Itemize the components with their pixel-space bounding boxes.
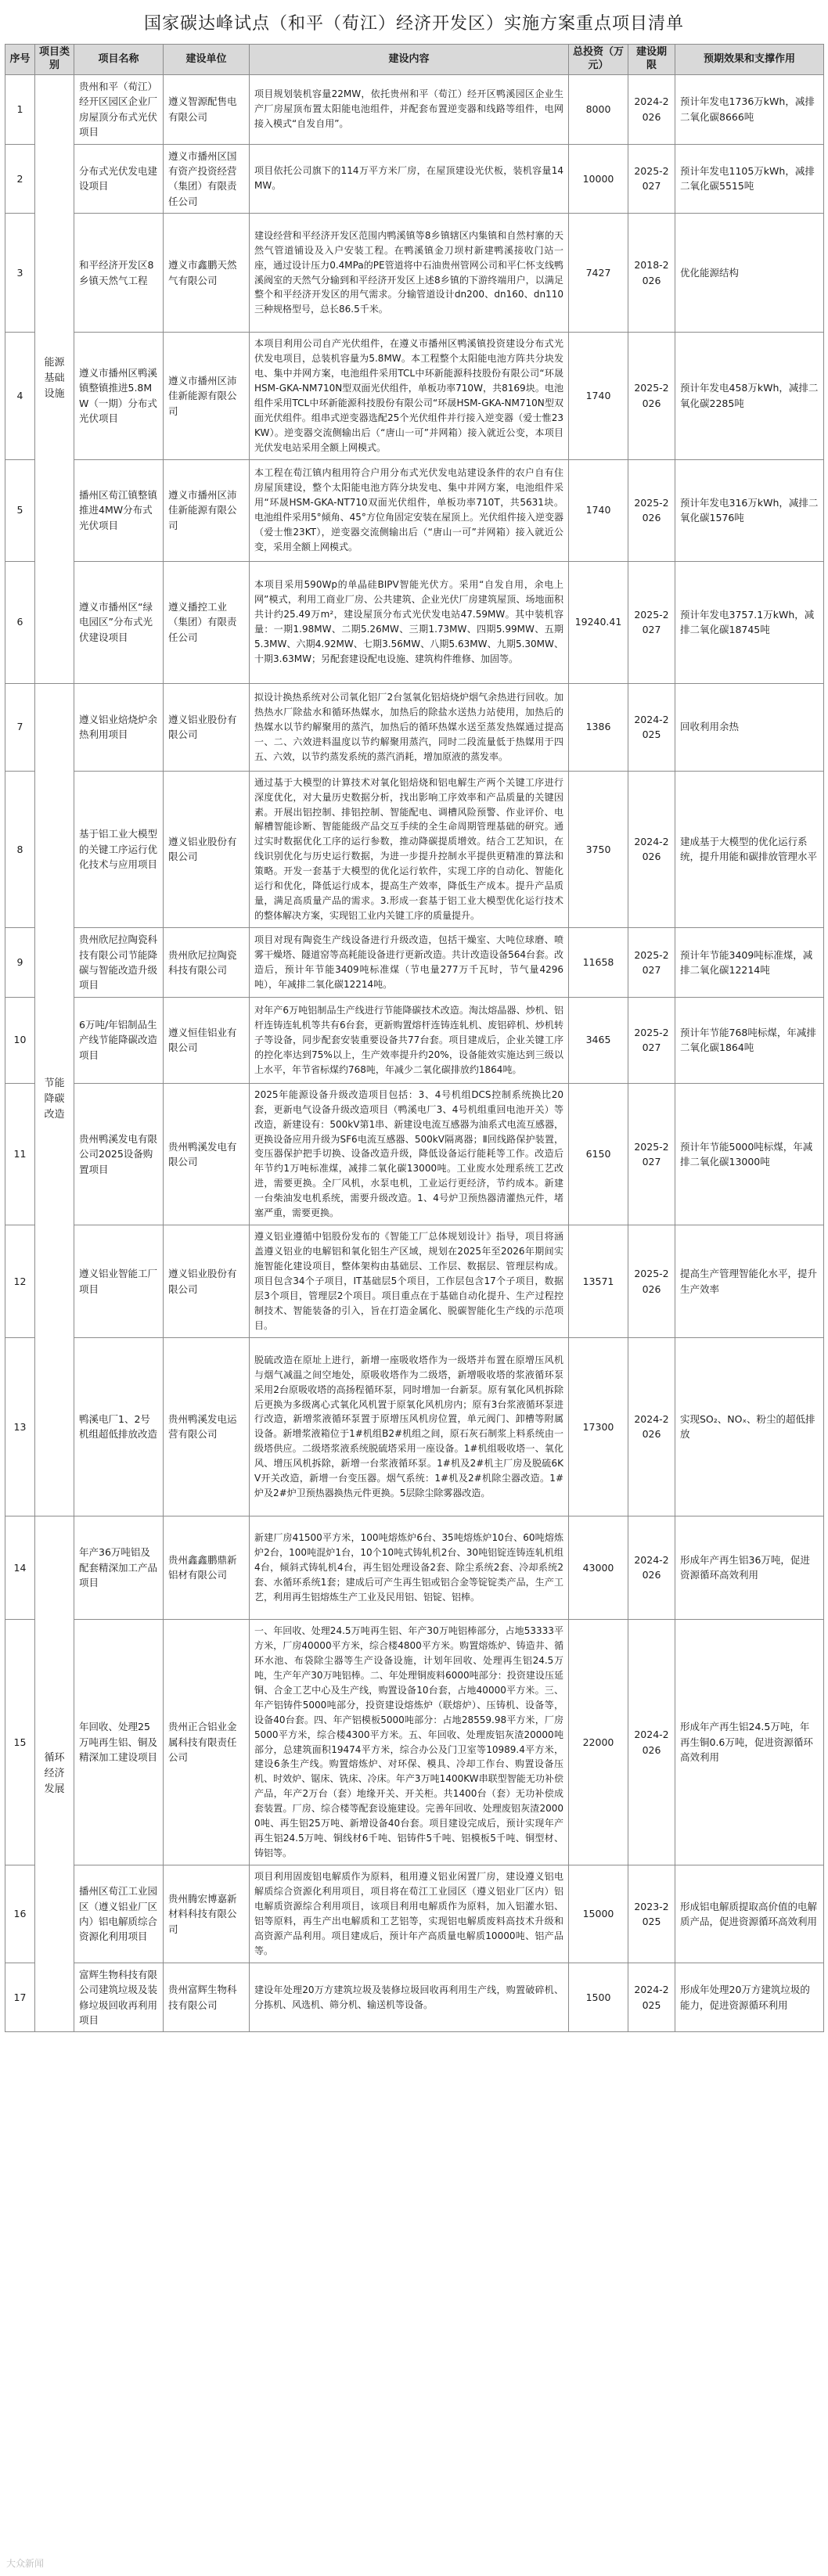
cell-unit: 遵义市播州区沛佳新能源有限公司 bbox=[164, 459, 250, 561]
cell-content: 本项目利用公司自产光伏组件，在遵义市播州区鸭溪镇投资建设分布式光伏发电项目，总装机容量为5.8MW。本工程整个太阳能电池方阵共分块发电、集中并网方案，电池组件采用TCL中环新能源科技股份有限公司“环晟HSM-GKA-NM710N型双面光伏组件，单板功率710W，共8169块。电池组件采用TCL中环新能源科技股份有限公司“环晟HSM-GKA-NM710N型双面光伏组件。组串式逆变器选配25个光伏组件并行接入逆变器（爱士惟23KW）。逆变器交流侧输出后（“唐山一可”并网箱）接入就近公变，本项目光伏发电站采用全额上网模式。 bbox=[250, 333, 569, 460]
cell-period: 2024-2025 bbox=[628, 683, 675, 771]
cell-content: 一、年回收、处理24.5万吨再生铝、年产30万吨铝棒部分，占地53333平方米，厂房40000平方米，综合楼4800平方米。购置熔炼炉、铸造井、循环水池、布袋除尘器等生产设备设施，计划年回收、处理再生铝24.5万吨，生产年产30万吨铝棒。二、年处理铜废料6000吨部分：投资建设压延铜、合金工艺中心及生产线，购置设备10台套，占地40000平方米。三、年产铝铸件5000吨部分，投资建设熔炼炉（联熔炉）、压铸机、设备等，设备40台套。四、年产铝模板5000吨部分：占地28559.98平方米，厂房5000平方米，综合楼4300平方米。五、年回收、处理废铝灰渣20000吨部分，总建筑面积19474平方米，综合办公及门卫室等10989.4平方米，建设6条生产线。购置熔炼炉、对环保、模具、冷却工作台、购置设备压机、时效炉、锯床、铣床、冷床。年产3万吨1400KW串联型智能无功补偿产品，年产2万台（套）地缘开关、开关柜。共1400台（套）无功补偿成套装置。厂房、综合楼等配套设施建设。完善年回收、处理废铝灰渣20000吨、再生铝25万吨、新增设备40台套。项目建设完成后，预计实现年产再生铝24.5万吨、铜线材6千吨、铝铸件5千吨、铝模板5千吨、铜型材、铸铝等。 bbox=[250, 1619, 569, 1865]
cell-unit: 遵义铝业股份有限公司 bbox=[164, 1225, 250, 1338]
cell-unit: 贵州鸭溪发电有限公司 bbox=[164, 1083, 250, 1225]
header-name: 项目名称 bbox=[74, 45, 164, 75]
cell-category: 循环经济发展 bbox=[35, 1516, 74, 2031]
cell-name: 播州区荀江镇整镇推进4MW分布式光伏项目 bbox=[74, 459, 164, 561]
cell-period: 2024-2025 bbox=[628, 1963, 675, 2032]
cell-name: 基于铝工业大模型的关键工序运行优化技术与应用项目 bbox=[74, 771, 164, 928]
cell-seq: 5 bbox=[5, 459, 35, 561]
cell-investment: 43000 bbox=[569, 1516, 628, 1619]
cell-period: 2018-2026 bbox=[628, 214, 675, 333]
header-category: 项目类别 bbox=[35, 45, 74, 75]
cell-content: 遵义铝业遵循中铝股份发布的《智能工厂总体规划设计》指导，项目将涵盖遵义铝业的电解铝和氧化铝生产区域，规划在2025年至2026年期间实施智能化建设项目，整体架构由基础层、工作层、数据层、管理层构成。项目包含34个子项目，IT基础层5个项目，工作层包含17个子项目，数据层3个项目，管理层2个项目。项目重点在于基础自动化提升、生产过程控制技术、智能装备的引入，旨在打造金属化、脱碳智能化生产线的示范项目。 bbox=[250, 1225, 569, 1338]
cell-content: 2025年能源设备升级改造项目包括：3、4号机组DCS控制系统换比20套，更新电气设备升级改造项目（鸭溪电厂3、4号机组重回电池开关）等改造，新建设有：500kV第1串、新建设电流互感器为油系式电流互感器，更换设备应用升级为SF6电流互感器、500kV隔离器；Ⅱ回线路保护装置，变压器保护把手切换、设备改造升级，降低设备运行能耗等工作。改造后年节约1万吨标准煤，减排二氧化碳13000吨。工业废水处理系统工艺改进，需要更换。全厂风机，水泵电机，工业运行更经济，节约成本。新建一台柴油发电机系统，需要升级改造。1、4号炉卫预热器清灌热元件，堵塞严重，需要更换。 bbox=[250, 1083, 569, 1225]
cell-period: 2025-2027 bbox=[628, 561, 675, 683]
cell-benefit: 回收利用余热 bbox=[675, 683, 824, 771]
table-row bbox=[5, 561, 824, 683]
cell-benefit: 提高生产管理智能化水平，提升生产效率 bbox=[675, 1225, 824, 1338]
cell-seq: 4 bbox=[5, 333, 35, 460]
table-row bbox=[5, 1337, 824, 1516]
cell-benefit: 形成年处理20万方建筑垃圾的能力，促进资源循环利用 bbox=[675, 1963, 824, 2032]
cell-unit: 贵州腾宏博嘉新材料科技有限公司 bbox=[164, 1865, 250, 1963]
cell-benefit: 建成基于大模型的优化运行系统，提升用能和碳排放管理水平 bbox=[675, 771, 824, 928]
cell-unit: 遵义播控工业（集团）有限责任公司 bbox=[164, 561, 250, 683]
cell-content: 建设经营和平经济开发区范围内鸭溪镇等8乡镇辖区内集镇和自然村寨的天然气管道铺设及入户安装工程。在鸭溪镇金刀坝村新建鸭溪接收门站一座，通过设计压力0.4MPa的PE管道将中石油贵州管网公司和平仁怀支线鸭溪阀室的天然气分输到和平经济开发区上述8乡镇的下游终端用户，以满足整个和平经济开发区的用气需求。分输管道设计dn200、dn160、dn110三种规格型号，总长86.5千米。 bbox=[250, 214, 569, 333]
cell-benefit: 形成年产再生铝24.5万吨，年再生铜0.6万吨，促进资源循环高效利用 bbox=[675, 1619, 824, 1865]
table-row bbox=[5, 144, 824, 214]
header-investment: 总投资（万元） bbox=[569, 45, 628, 75]
cell-name: 富辉生物科技有限公司建筑垃圾及装修垃圾回收再利用项目 bbox=[74, 1963, 164, 2032]
cell-benefit: 预计年节能3409吨标准煤，减排二氧化碳12214吨 bbox=[675, 928, 824, 998]
cell-content: 项目规划装机容量22MW，依托贵州和平（荀江）经开区鸭溪园区企业生产厂房屋顶布置太阳能电池组件，并配套布置逆变器和线路等组件，电网接入模式“自发自用”。 bbox=[250, 75, 569, 145]
cell-name: 鸭溪电厂1、2号机组超低排放改造 bbox=[74, 1337, 164, 1516]
table-row bbox=[5, 771, 824, 928]
cell-investment: 8000 bbox=[569, 75, 628, 145]
cell-name: 遵义铝业焙烧炉余热利用项目 bbox=[74, 683, 164, 771]
header-benefit: 预期效果和支撑作用 bbox=[675, 45, 824, 75]
cell-period: 2025-2027 bbox=[628, 928, 675, 998]
cell-benefit: 形成年产再生铝36万吨，促进资源循环高效利用 bbox=[675, 1516, 824, 1619]
cell-benefit: 形成铝电解质提取高价值的电解质产品，促进资源循环高效利用 bbox=[675, 1865, 824, 1963]
cell-seq: 12 bbox=[5, 1225, 35, 1338]
table-row bbox=[5, 997, 824, 1083]
cell-content: 本工程在荀江镇内租用符合户用分布式光伏发电站建设条件的农户自有住房屋顶建设，整个太阳能电池方阵分块发电、集中并网方案，电池组件采用“环晟HSM-GKA-NT710双面光伏组件，单板功率710T，共5631块。电池组件采用5°倾角、45°方位角固定安装在屋顶上。光伏组件接入逆变器（爱士惟23KT），逆变器交流侧输出后（“唐山一可”并网箱）接入就近公变，采用全额上网模式。 bbox=[250, 459, 569, 561]
cell-benefit: 预计年发电3757.1万kWh，减排二氧化碳18745吨 bbox=[675, 561, 824, 683]
cell-investment: 11658 bbox=[569, 928, 628, 998]
table-row bbox=[5, 1516, 824, 1619]
cell-investment: 1740 bbox=[569, 459, 628, 561]
cell-content: 通过基于大模型的计算技术对氧化铝焙烧和铝电解生产两个关键工序进行深度优化，对大量历史数据分析，找出影响工序效率和产品质量的关键因素。开展出铝控制、排铝控制、智能配电、调槽风险预警、作业评价、电解槽智能诊断、智能能级产品交互手续的全生命周期管理基础的研究。通过实时数据优化工序的运行参数，推动降碳提质增效。结合工艺知识，在线识别优化与历史运行数据，为进一步提升控制水平提供更精准的算法和策略。开发一套基于大模型的优化运行软件，实现工序的自动化、智能化运行和优化，降低运行成本，提高生产效率，降低生产成本。提升产品质量，满足高质量产品的需求。3.形成一套基于铝工业大模型优化运行技术的整体解决方案，实现铝工业内关键工序的质量提升。 bbox=[250, 771, 569, 928]
cell-seq: 16 bbox=[5, 1865, 35, 1963]
cell-seq: 7 bbox=[5, 683, 35, 771]
cell-name: 和平经济开发区8乡镇天然气工程 bbox=[74, 214, 164, 333]
cell-unit: 遵义铝业股份有限公司 bbox=[164, 683, 250, 771]
cell-unit: 遵义铝业股份有限公司 bbox=[164, 771, 250, 928]
cell-investment: 15000 bbox=[569, 1865, 628, 1963]
cell-name: 年回收、处理25万吨再生铝、铜及精深加工建设项目 bbox=[74, 1619, 164, 1865]
cell-benefit: 预计年发电1736万kWh，减排二氧化碳8666吨 bbox=[675, 75, 824, 145]
table-row bbox=[5, 1963, 824, 2032]
cell-unit: 贵州鸭溪发电运营有限公司 bbox=[164, 1337, 250, 1516]
cell-content: 拟设计换热系统对公司氧化铝厂2台氢氧化铝焙烧炉烟气余热进行回收。加热热水厂除盐水和循环热媒水，加热后的除盐水送热力站使用，加热后的热媒水以节约解聚用的蒸汽，加热后的循环热媒水送至蒸发热媒通过提高一、二、六效进料温度以节约解聚用蒸汽，同时二段流量低于热媒用于四五、六效，以节约蒸发系统的蒸汽消耗，增加原液的蒸发率。 bbox=[250, 683, 569, 771]
cell-seq: 17 bbox=[5, 1963, 35, 2032]
header-seq: 序号 bbox=[5, 45, 35, 75]
cell-investment: 1386 bbox=[569, 683, 628, 771]
table-row bbox=[5, 1083, 824, 1225]
cell-period: 2025-2026 bbox=[628, 459, 675, 561]
cell-name: 遵义铝业智能工厂项目 bbox=[74, 1225, 164, 1338]
table-row bbox=[5, 1225, 824, 1338]
cell-name: 分布式光伏发电建设项目 bbox=[74, 144, 164, 214]
header-content: 建设内容 bbox=[250, 45, 569, 75]
cell-investment: 1500 bbox=[569, 1963, 628, 2032]
cell-period: 2025-2027 bbox=[628, 144, 675, 214]
cell-name: 遵义市播州区鸭溪镇整镇推进5.8MW（一期）分布式光伏项目 bbox=[74, 333, 164, 460]
cell-content: 对年产6万吨铝制品生产线进行节能降碳技术改造。淘汰熔晶器、炒机、铝杆连铸连轧机等共有6台套，更新购置熔杆连铸连轧机、废铝碎机、炒机转子等设备，同步配套安装重要设备共77台套。项目建成后，企业关键工序的控化率达到75%以上，生产效率提升约20%，设备能效实施达到三级以上水平，年节省标煤约768吨，年减少二氧化碳排放约1864吨。 bbox=[250, 997, 569, 1083]
cell-period: 2024-2026 bbox=[628, 75, 675, 145]
cell-investment: 7427 bbox=[569, 214, 628, 333]
cell-unit: 遵义智源配售电有限公司 bbox=[164, 75, 250, 145]
cell-content: 项目利用固废铝电解质作为原料，租用遵义铝业闲置厂房，建设遵义铝电解质综合资源化利用项目，项目将在荀江工业园区（遵义铝业厂区内）铝电解质资源综合利用项目，该项目利用电解质作为原料，加入铝灌水铝、铝等原料，再生产出电解质和工艺铝等，实现铝电解质废料高技术升级和高资源产品利用。项目建成后，预计年产高质量电解质10000吨、铝产品等。 bbox=[250, 1865, 569, 1963]
cell-seq: 13 bbox=[5, 1337, 35, 1516]
table-row bbox=[5, 459, 824, 561]
cell-name: 遵义市播州区“绿电园区”分布式光伏建设项目 bbox=[74, 561, 164, 683]
watermark: 大众新闻 bbox=[6, 2558, 45, 2569]
cell-benefit: 预计年节能5000吨标煤，年减排二氧化碳13000吨 bbox=[675, 1083, 824, 1225]
cell-category: 能源基础设施 bbox=[35, 75, 74, 684]
cell-benefit: 预计年节能768吨标煤，年减排二氧化碳1864吨 bbox=[675, 997, 824, 1083]
cell-investment: 10000 bbox=[569, 144, 628, 214]
cell-investment: 3750 bbox=[569, 771, 628, 928]
table-row bbox=[5, 75, 824, 145]
table-row bbox=[5, 928, 824, 998]
cell-content: 项目依托公司旗下的114万平方米厂房，在屋顶建设光伏板，装机容量14MW。 bbox=[250, 144, 569, 214]
cell-content: 本项目采用590Wp的单晶硅BIPV智能光伏方。采用“自发自用，余电上网”模式，利用工商业厂房、公共建筑、企业光伏厂房建筑屋顶、场地面积共计约25.49万m²，建设屋顶分布式光伏发电站47.59MW。其中装机容量：一期1.98MW、二期5.26MW、三期1.73MW、四期5.99MW、五期5.3MW、六期4.92MW、七期3.56MW、八期5.63MW、九期5.30MW、十期3.63MW；另配套建设配电设施、建筑构件维修、加固等。 bbox=[250, 561, 569, 683]
cell-period: 2025-2027 bbox=[628, 997, 675, 1083]
cell-seq: 3 bbox=[5, 214, 35, 333]
cell-seq: 11 bbox=[5, 1083, 35, 1225]
cell-benefit: 优化能源结构 bbox=[675, 214, 824, 333]
cell-content: 建设年处理20万方建筑垃圾及装修垃圾回收再利用生产线，购置破碎机、分拣机、风选机、筛分机、输送机等设备。 bbox=[250, 1963, 569, 2032]
cell-content: 项目对现有陶瓷生产线设备进行升级改造，包括干燥室、大吨位球磨、喷雾干燥塔、隧道窑等高耗能设备进行更新改造。共计改造设备564台套。改造后，预计年节能3409吨标准煤（节电量277万千瓦时，节气量4296吨），年减排二氧化碳12214吨。 bbox=[250, 928, 569, 998]
page-title: 国家碳达峰试点（和平（荀江）经济开发区）实施方案重点项目清单 bbox=[143, 13, 684, 34]
table-row bbox=[5, 214, 824, 333]
cell-seq: 15 bbox=[5, 1619, 35, 1865]
cell-investment: 19240.41 bbox=[569, 561, 628, 683]
cell-period: 2024-2026 bbox=[628, 1619, 675, 1865]
cell-investment: 6150 bbox=[569, 1083, 628, 1225]
cell-name: 贵州鸭溪发电有限公司2025设备购置项目 bbox=[74, 1083, 164, 1225]
cell-seq: 8 bbox=[5, 771, 35, 928]
cell-name: 贵州和平（荀江）经开区园区企业厂房屋顶分布式光伏项目 bbox=[74, 75, 164, 145]
table-header-row bbox=[5, 45, 824, 75]
cell-seq: 9 bbox=[5, 928, 35, 998]
table-row bbox=[5, 683, 824, 771]
cell-category: 节能降碳改造 bbox=[35, 683, 74, 1516]
cell-seq: 14 bbox=[5, 1516, 35, 1619]
cell-investment: 13571 bbox=[569, 1225, 628, 1338]
cell-name: 年产36万吨铝及配套精深加工产品项目 bbox=[74, 1516, 164, 1619]
cell-benefit: 预计年发电316万kWh，减排二氧化碳1576吨 bbox=[675, 459, 824, 561]
cell-unit: 贵州富辉生物科技有限公司 bbox=[164, 1963, 250, 2032]
cell-investment: 1740 bbox=[569, 333, 628, 460]
cell-unit: 贵州鑫鑫鹏鼎新铝材有限公司 bbox=[164, 1516, 250, 1619]
table-row bbox=[5, 333, 824, 460]
table-row bbox=[5, 1619, 824, 1865]
project-table bbox=[5, 44, 824, 2032]
cell-seq: 6 bbox=[5, 561, 35, 683]
cell-seq: 1 bbox=[5, 75, 35, 145]
cell-investment: 22000 bbox=[569, 1619, 628, 1865]
cell-benefit: 实现SO₂、NOₓ、粉尘的超低排放 bbox=[675, 1337, 824, 1516]
cell-name: 播州区荀江工业园区（遵义铝业厂区内）铝电解质综合资源化利用项目 bbox=[74, 1865, 164, 1963]
header-unit: 建设单位 bbox=[164, 45, 250, 75]
cell-name: 贵州欣尼拉陶瓷科技有限公司节能降碳与智能改造升级项目 bbox=[74, 928, 164, 998]
cell-unit: 贵州欣尼拉陶瓷科技有限公司 bbox=[164, 928, 250, 998]
cell-unit: 遵义市播州区国有资产投资经营（集团）有限责任公司 bbox=[164, 144, 250, 214]
cell-period: 2025-2026 bbox=[628, 333, 675, 460]
cell-content: 脱硫改造在原址上进行，新增一座吸收塔作为一级塔并布置在原增压风机与烟气减温之间空地处，原吸收塔作为二级塔，新增吸收塔的浆液循环泵采用2台原吸收塔的高扬程循环泵，同时增加一台新泵。原有氧化风机拆除后更换为多级离心式氧化风机置于原氧化风机房内；原有3台浆液循环泵进行改造，新增浆液循环泵置于原增压风机房位置，单元阀门、卸槽等附属设备。新增浆液箱位于1#机组B2#机组之间，原石灰石制浆上料系统由一级塔供应。二级塔浆液系统脱硫塔采用一座设备。1#机组吸收塔一、氧化风、增压风机拆除，新增一台浆液循环泵。1#机及2#机主厂房及脱硫6KV开关改造，新增一台变压器。烟气系统：1#机及2#机除尘器改造。1#炉及2#炉卫预热器换热元件更换。5层除尘除雾器改造。 bbox=[250, 1337, 569, 1516]
cell-seq: 2 bbox=[5, 144, 35, 214]
cell-period: 2025-2027 bbox=[628, 1083, 675, 1225]
table-row bbox=[5, 1865, 824, 1963]
cell-seq: 10 bbox=[5, 997, 35, 1083]
cell-period: 2024-2026 bbox=[628, 771, 675, 928]
cell-period: 2024-2026 bbox=[628, 1516, 675, 1619]
cell-unit: 遵义市播州区沛佳新能源有限公司 bbox=[164, 333, 250, 460]
header-period: 建设期限 bbox=[628, 45, 675, 75]
cell-benefit: 预计年发电1105万kWh，减排二氧化碳5515吨 bbox=[675, 144, 824, 214]
cell-investment: 17300 bbox=[569, 1337, 628, 1516]
cell-unit: 遵义恒佳铝业有限公司 bbox=[164, 997, 250, 1083]
cell-period: 2023-2025 bbox=[628, 1865, 675, 1963]
cell-investment: 3465 bbox=[569, 997, 628, 1083]
cell-period: 2024-2026 bbox=[628, 1337, 675, 1516]
cell-unit: 贵州正合铝业金属科技有限责任公司 bbox=[164, 1619, 250, 1865]
cell-content: 新建厂房41500平方米，100吨熔炼炉6台、35吨熔炼炉10台、60吨熔炼炉2台，100吨混炉1台，10个10吨式铸轧机2台、30吨铝锭连铸连轧机组4台，倾斜式铸轧机4台，再生铝处理设备2套、除尘系统2套、冷却系统2套、水循环系统1套；建成后可产生再生铝或铝合金等锭锭类产品，生产工艺，利用再生铝熔炼生产工业及民用铝、铝锭、铝棒。 bbox=[250, 1516, 569, 1619]
cell-name: 6万吨/年铝制品生产线节能降碳改造项目 bbox=[74, 997, 164, 1083]
cell-unit: 遵义市鑫鹏天然气有限公司 bbox=[164, 214, 250, 333]
cell-benefit: 预计年发电458万kWh，减排二氧化碳2285吨 bbox=[675, 333, 824, 460]
cell-period: 2025-2026 bbox=[628, 1225, 675, 1338]
